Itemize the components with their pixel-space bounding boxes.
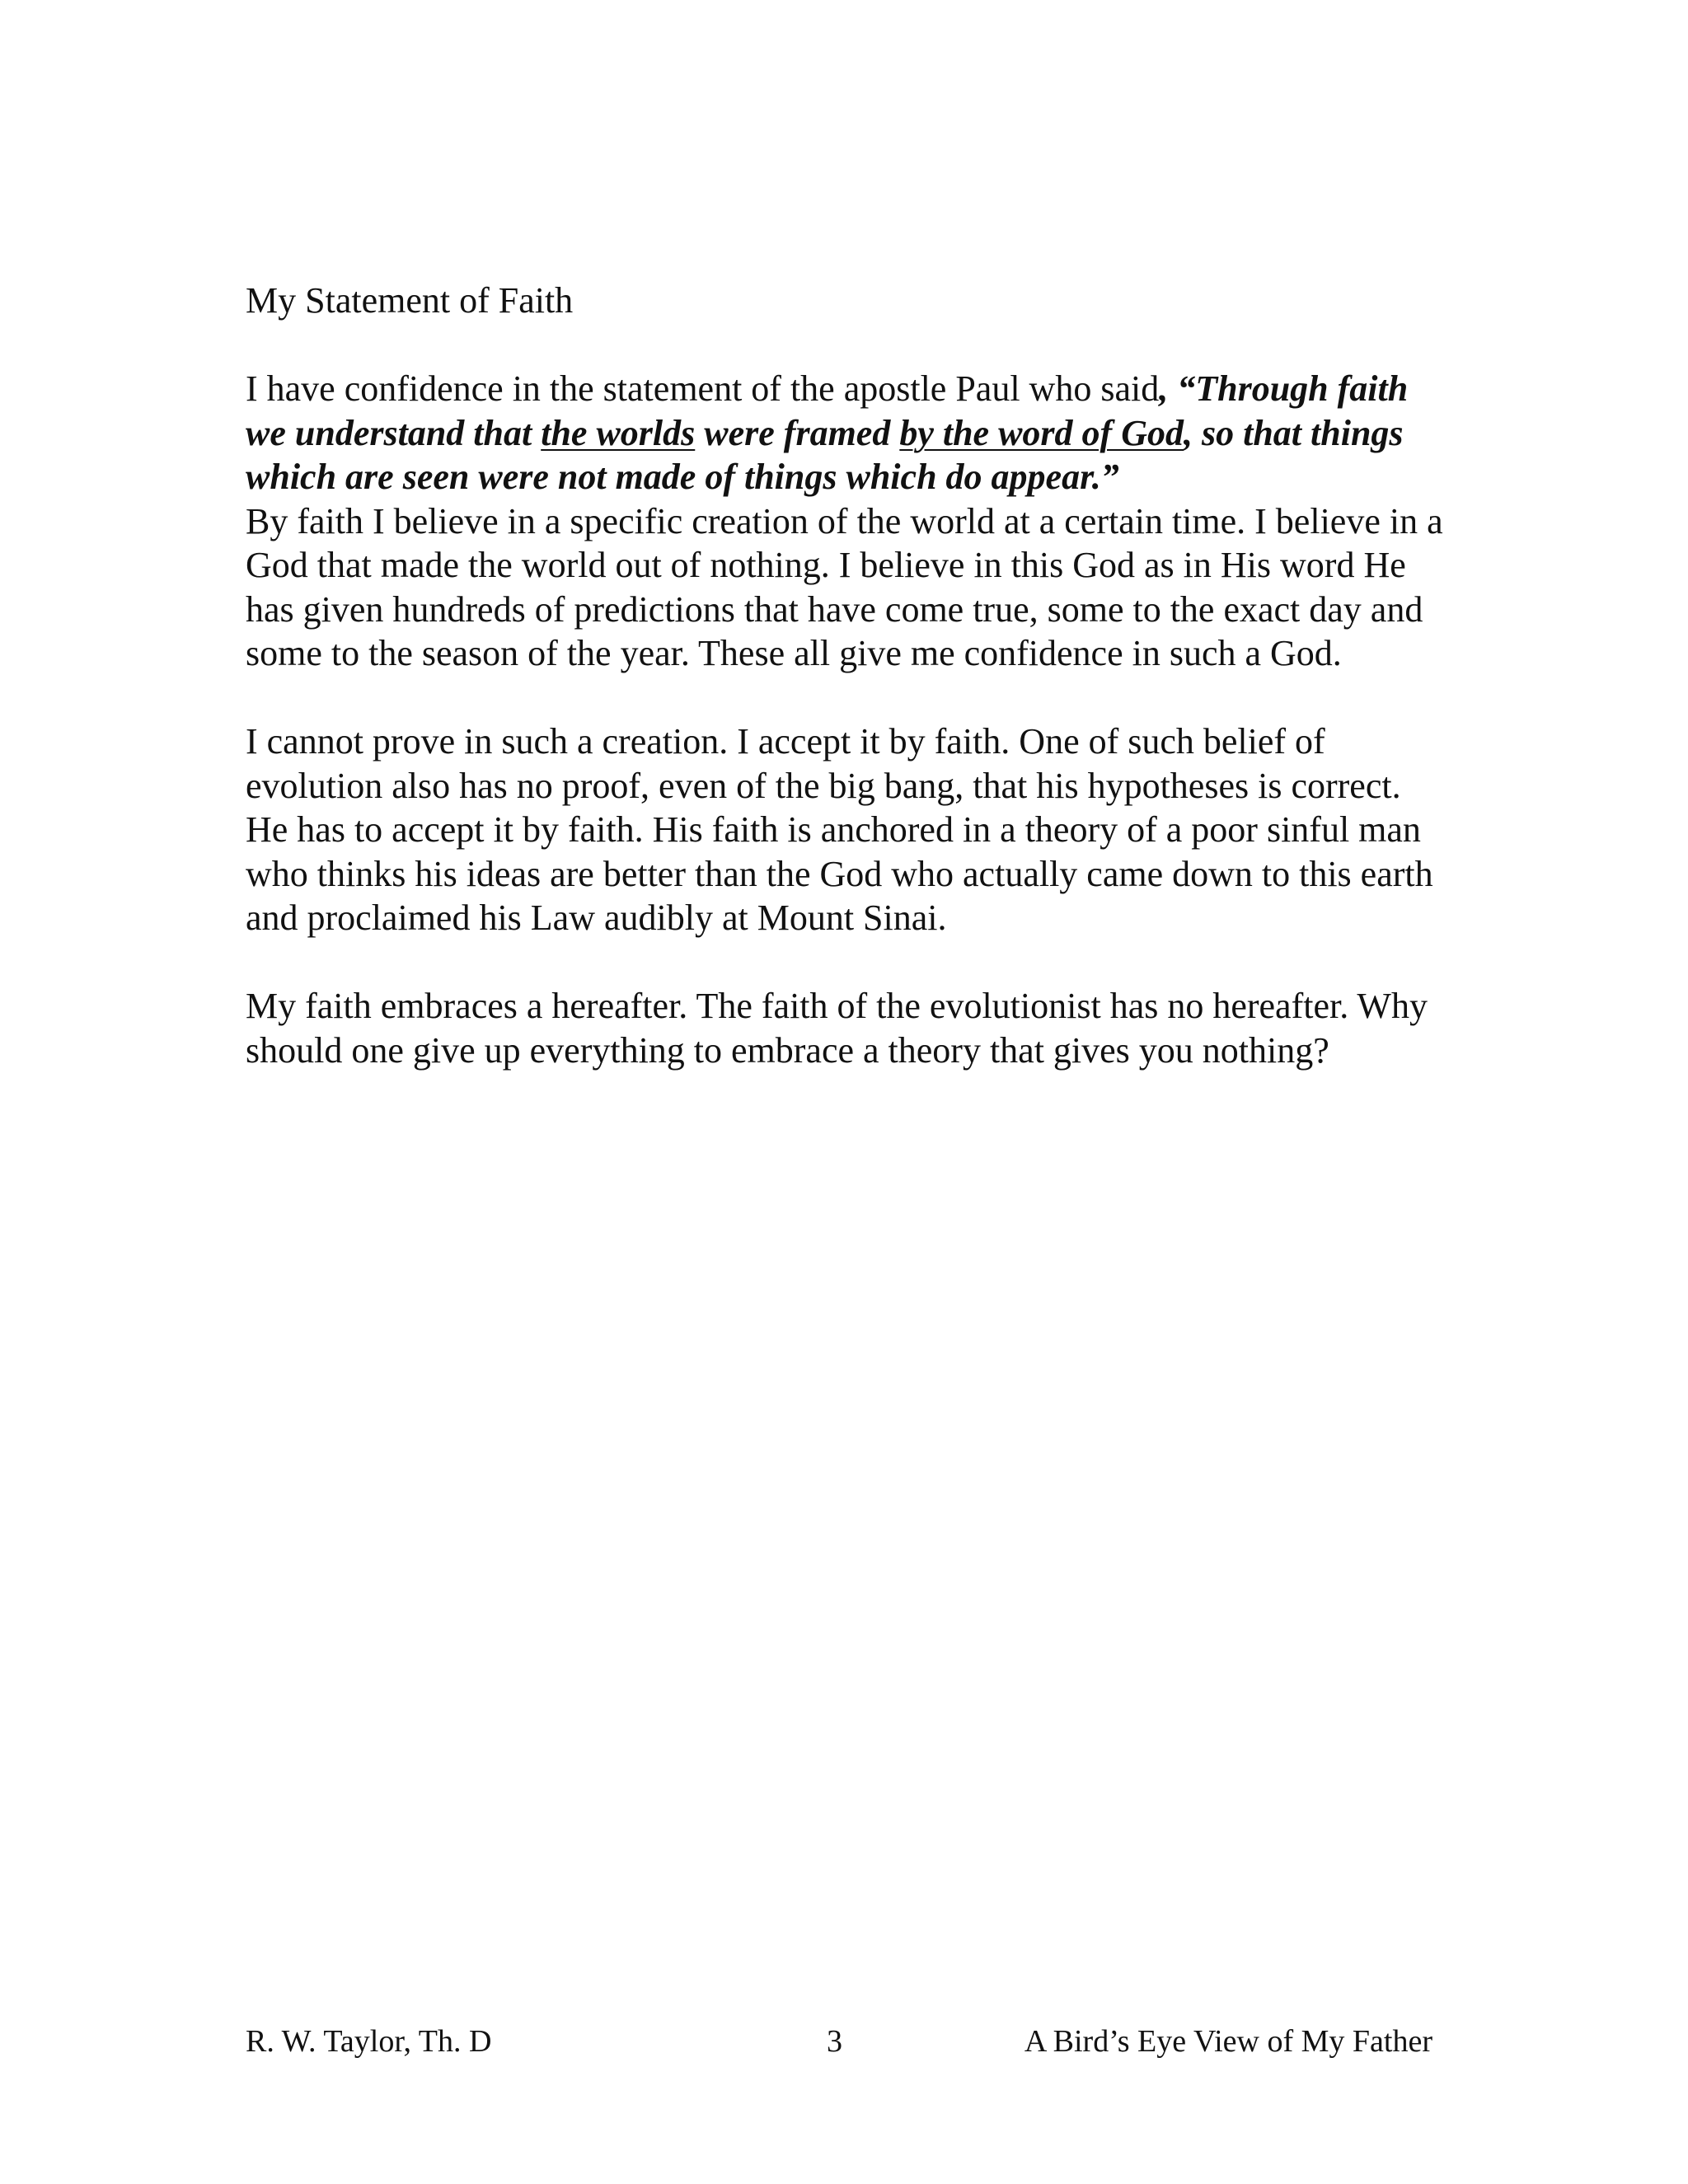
paragraph-1 <box>246 367 1449 676</box>
footer-book-title: A Bird’s Eye View of My Father <box>1024 2024 1432 2059</box>
footer-author: R. W. Taylor, Th. D <box>246 2024 492 2059</box>
paragraph-1-intro: I have confidence in the statement of the apostle Paul who said <box>246 368 1160 409</box>
paragraph-3: My faith embraces a hereafter. The faith of the evolutionist has no hereafter. Why should one give up everything to embrace a theory that gives you nothing? <box>246 986 1428 1071</box>
quote-underline-worlds: the worlds <box>541 412 696 453</box>
quote-part-c: , so that things which are seen were not made of things which do appear.” <box>246 412 1404 497</box>
quote-part-b: were framed <box>695 412 900 453</box>
paragraph-1-body: By faith I believe in a specific creation of the world at a certain time. I believe in a God that made the world out of nothing. I believe in this God as in His word He has given hundreds of predictions that have come true, some to the exact day and some to the season of the year. These all give me confidence in such a God. <box>246 500 1443 673</box>
page-footer <box>246 2017 1432 2066</box>
document-body <box>246 279 1449 1072</box>
document-title: My Statement of Faith <box>246 280 574 321</box>
footer-page-number: 3 <box>827 2024 842 2059</box>
quote-underline-word-of-god: by the word of God <box>899 412 1184 453</box>
paragraph-2: I cannot prove in such a creation. I accept it by faith. One of such belief of evolution also has no proof, even of the big bang, that his hypotheses is correct. He has to accept it by faith. His faith is anchored in a theory of a poor sinful man who thinks his ideas are better than the God who actually came down to this earth and proclaimed his Law audibly at Mount Sinai. <box>246 721 1433 938</box>
quote-part-a: , “Through faith we understand that <box>246 368 1409 453</box>
